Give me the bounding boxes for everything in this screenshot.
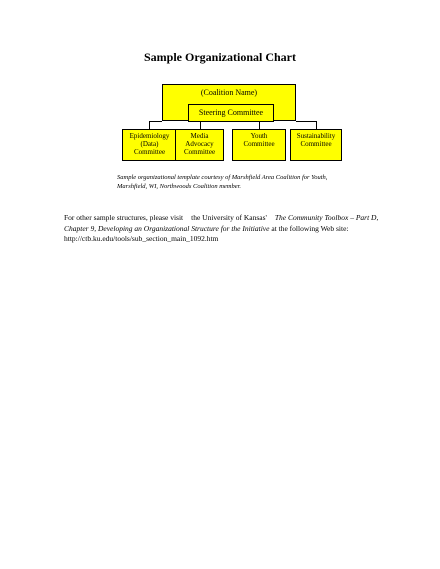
connector-line (296, 121, 316, 122)
paragraph-text: the University of Kansas' (191, 213, 267, 222)
resource-url: http://ctb.ku.edu/tools/sub_section_main_1092.htm (64, 234, 219, 243)
paragraph-text: For other sample structures, please visit (64, 213, 184, 222)
committee-label-line: Youth (250, 132, 268, 140)
caption-line: Marshfield, WI, Northwoods Coalition member. (117, 183, 242, 190)
connector-line (200, 122, 201, 129)
committee-label-line: Advocacy (185, 140, 214, 148)
committee-label-line: Media (190, 132, 209, 140)
committee-label-line: Committee (183, 148, 216, 156)
committee-label-line: Committee (133, 148, 166, 156)
sustainability-committee-box (290, 129, 342, 161)
connector-line (316, 121, 317, 129)
steering-committee-label: Steering Committee (198, 108, 264, 117)
steering-committee-box (188, 104, 274, 122)
connector-line (259, 122, 260, 129)
paragraph-text: at the following Web site: (271, 223, 349, 233)
caption-line: Sample organizational template courtesy of Marshfield Area Coalition for Youth, (117, 174, 328, 181)
book-title: The Community Toolbox – Part D, Chapter 9, Developing an Organizational Structure for the Initiative (64, 213, 379, 233)
coalition-name-label: (Coalition Name) (200, 88, 258, 97)
epidemiology-committee-box (122, 129, 177, 161)
committee-label-line: (Data) (140, 140, 159, 148)
youth-committee-box (232, 129, 286, 161)
committee-label-line: Epidemiology (129, 132, 170, 140)
committee-label-line: Sustainability (296, 132, 336, 140)
connector-line (149, 121, 162, 122)
media-advocacy-committee-box (175, 129, 224, 161)
page-title: Sample Organizational Chart (144, 50, 296, 64)
connector-line (149, 121, 150, 129)
committee-label-line: Committee (243, 140, 275, 148)
resources-paragraph (64, 213, 384, 245)
chart-caption (117, 173, 367, 191)
committee-label-line: Committee (300, 140, 332, 148)
